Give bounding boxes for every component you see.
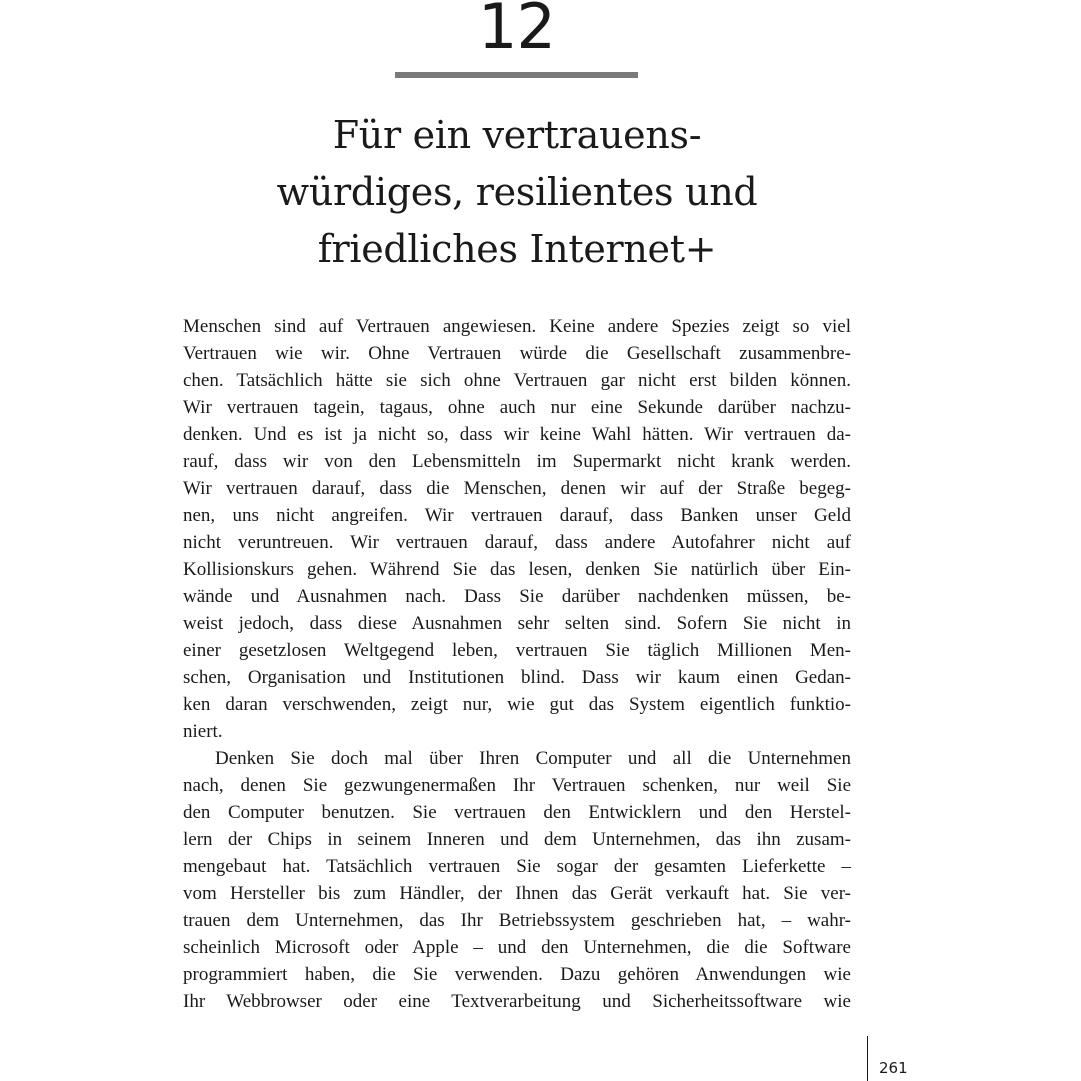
text-line: weist jedoch, dass diese Ausnahmen sehr selten sind. Sofern Sie nicht in	[183, 613, 851, 634]
text-line: den Computer benutzen. Sie vertrauen den Entwicklern und den Herstel-	[183, 802, 851, 823]
text-line: Denken Sie doch mal über Ihren Computer und all die Unternehmen	[215, 748, 851, 769]
paragraph	[183, 745, 851, 1015]
paragraph	[183, 313, 851, 745]
text-line: vom Hersteller bis zum Händler, der Ihnen das Gerät verkauft hat. Sie ver-	[183, 883, 851, 904]
text-line: ken daran verschwenden, zeigt nur, wie gut das System eigentlich funktio-	[183, 694, 851, 715]
text-line: scheinlich Microsoft oder Apple – und den Unternehmen, die die Software	[183, 937, 851, 958]
text-line: wände und Ausnahmen nach. Dass Sie darüber nachdenken müssen, be-	[183, 586, 851, 607]
body-text	[183, 313, 851, 1015]
text-line: lern der Chips in seinem Inneren und dem Unternehmen, das ihn zusam-	[183, 829, 851, 850]
text-line: Ihr Webbrowser oder eine Textverarbeitung und Sicherheitssoftware wie	[183, 991, 851, 1012]
text-line: nicht veruntreuen. Wir vertrauen darauf, dass andere Autofahrer nicht auf	[183, 532, 851, 553]
chapter-divider-rule	[395, 72, 638, 78]
text-line: mengebaut hat. Tatsächlich vertrauen Sie sogar der gesamten Lieferkette –	[183, 856, 851, 877]
chapter-number: 12	[478, 0, 555, 63]
text-line: nen, uns nicht angreifen. Wir vertrauen darauf, dass Banken unser Geld	[183, 505, 851, 526]
text-line: chen. Tatsächlich hätte sie sich ohne Vertrauen gar nicht erst bilden können.	[183, 370, 851, 391]
text-line: schen, Organisation und Institutionen blind. Dass wir kaum einen Gedan-	[183, 667, 851, 688]
text-line: trauen dem Unternehmen, das Ihr Betriebssystem geschrieben hat, – wahr-	[183, 910, 851, 931]
text-line: Wir vertrauen tagein, tagaus, ohne auch nur eine Sekunde darüber nachzu-	[183, 397, 851, 418]
text-line: programmiert haben, die Sie verwenden. Dazu gehören Anwendungen wie	[183, 964, 851, 985]
text-line: denken. Und es ist ja nicht so, dass wir keine Wahl hätten. Wir vertrauen da-	[183, 424, 851, 445]
text-line: Menschen sind auf Vertrauen angewiesen. Keine andere Spezies zeigt so viel	[183, 316, 851, 337]
page-number-rule	[867, 1036, 868, 1081]
text-line: nach, denen Sie gezwungenermaßen Ihr Vertrauen schenken, nur weil Sie	[183, 775, 851, 796]
chapter-title-line: friedliches Internet+	[317, 227, 717, 271]
text-line: Wir vertrauen darauf, dass die Menschen, denen wir auf der Straße begeg-	[183, 478, 851, 499]
text-line: niert.	[183, 721, 223, 742]
text-line: Vertrauen wie wir. Ohne Vertrauen würde die Gesellschaft zusammenbre-	[183, 343, 851, 364]
text-line: Kollisionskurs gehen. Während Sie das lesen, denken Sie natürlich über Ein-	[183, 559, 851, 580]
text-line: rauf, dass wir von den Lebensmitteln im Supermarkt nicht krank werden.	[183, 451, 851, 472]
chapter-title	[217, 107, 817, 278]
text-line: einer gesetzlosen Weltgegend leben, vertrauen Sie täglich Millionen Men-	[183, 640, 851, 661]
chapter-title-line: Für ein vertrauens-	[332, 113, 702, 157]
page-number: 261	[879, 1059, 908, 1077]
chapter-title-line: würdiges, resilientes und	[276, 170, 758, 214]
